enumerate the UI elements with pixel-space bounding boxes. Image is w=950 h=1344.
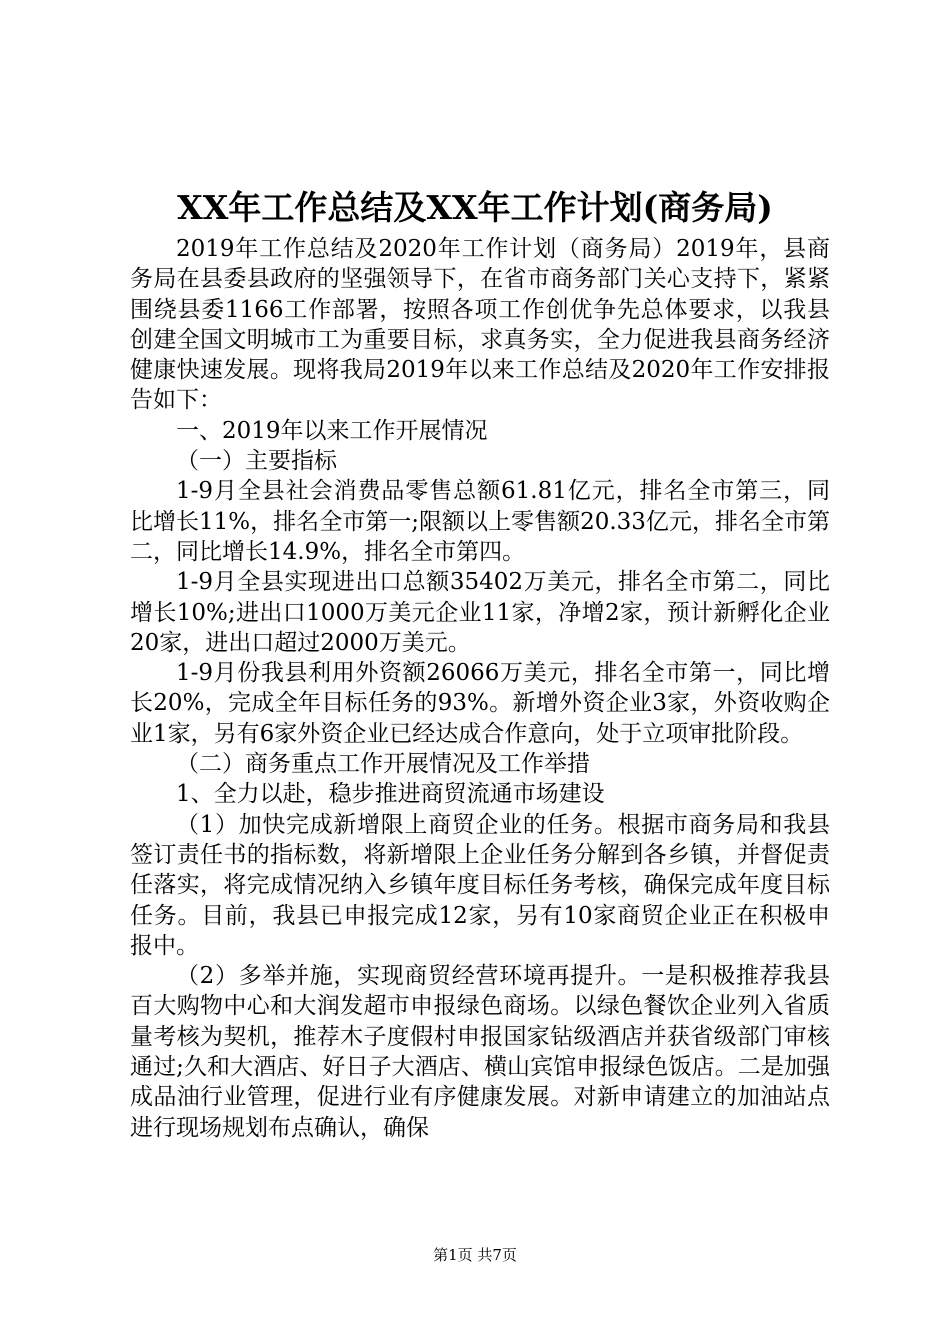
- item-heading: 1、全力以赴，稳步推进商贸流通市场建设: [176, 781, 605, 808]
- section-heading: 一、2019年以来工作开展情况: [176, 417, 488, 444]
- document-body: [130, 234, 830, 1143]
- paragraph: 1-9月全县实现进出口总额35402万美元，排名全市第二，同比增长10%;进出口1000万美元企业11家，净增2家，预计新孵化企业20家，进出口超过2000万美元。: [130, 569, 830, 656]
- paragraph: （2）多举并施，实现商贸经营环境再提升。一是积极推荐我县百大购物中心和大润发超市申报绿色商场。以绿色餐饮企业列入省质量考核为契机，推荐木子度假村申报国家钻级酒店并获省级部门审核通过;久和大酒店、好日子大酒店、横山宾馆申报绿色饭店。二是加强成品油行业管理，促进行业有序健康发展。对新申请建立的加油站点进行现场规划布点确认，确保: [130, 963, 830, 1141]
- intro-paragraph: 2019年工作总结及2020年工作计划（商务局）2019年，县商务局在县委县政府的坚强领导下，在省市商务部门关心支持下，紧紧围绕县委1166工作部署，按照各项工作创优争先总体要求，以我县创建全国文明城市工为重要目标，求真务实，全力促进我县商务经济健康快速发展。现将我局2019年以来工作总结及2020年工作安排报告如下：: [130, 236, 830, 414]
- subsection-heading: （一）主要指标: [176, 448, 337, 475]
- page-number: 第1页 共7页: [433, 1246, 517, 1264]
- document-title: XX年工作总结及XX年工作计划(商务局): [177, 188, 773, 227]
- paragraph: （1）加快完成新增限上商贸企业的任务。根据市商务局和我县签订责任书的指标数，将新增限上企业任务分解到各乡镇，并督促责任落实，将完成情况纳入乡镇年度目标任务考核，确保完成年度目标任务。目前，我县已申报完成12家，另有10家商贸企业正在积极申报中。: [130, 811, 830, 959]
- paragraph: 1-9月全县社会消费品零售总额61.81亿元，排名全市第三，同比增长11%，排名全市第一;限额以上零售额20.33亿元，排名全市第二，同比增长14.9%，排名全市第四。: [130, 478, 830, 565]
- subsection-heading: （二）商务重点工作开展情况及工作举措: [176, 751, 590, 778]
- paragraph: 1-9月份我县利用外资额26066万美元，排名全市第一，同比增长20%，完成全年目标任务的93%。新增外资企业3家，外资收购企业1家，另有6家外资企业已经达成合作意向，处于立项审批阶段。: [130, 660, 830, 747]
